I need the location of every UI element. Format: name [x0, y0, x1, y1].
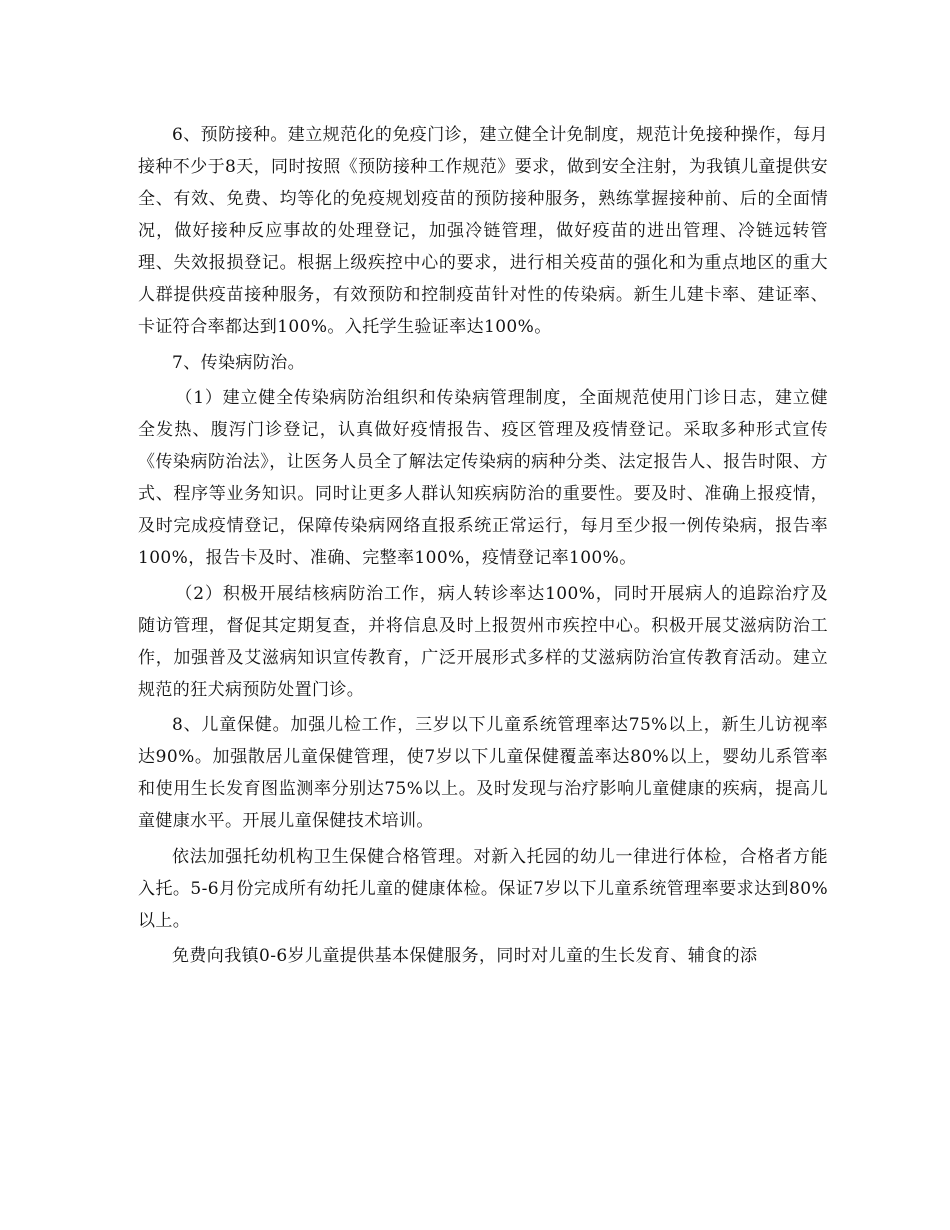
- paragraph-infectious-disease-heading: 7、传染病防治。: [172, 352, 306, 373]
- document-page: [138, 119, 828, 976]
- paragraph-kindergarten-health: 依法加强托幼机构卫生保健合格管理。对新入托园的幼儿一律进行体检，合格者方能入托。5-6月份完成所有幼托儿童的健康体检。保证7岁以下儿童系统管理率要求达到80%以上。: [138, 846, 828, 931]
- paragraph-infectious-disease-1: （1）建立健全传染病防治组织和传染病管理制度，全面规范使用门诊日志，建立健全发热、腹泻门诊登记，认真做好疫情报告、疫区管理及疫情登记。采取多种形式宣传《传染病防治法》，让医务人员全了解法定传染病的病种分类、法定报告人、报告时限、方式、程序等业务知识。同时让更多人群认知疾病防治的重要性。要及时、准确上报疫情，及时完成疫情登记，保障传染病网络直报系统正常运行，每月至少报一例传染病，报告率100%，报告卡及时、准确、完整率100%，疫情登记率100%。: [138, 388, 828, 568]
- paragraph-free-child-services: 免费向我镇0-6岁儿童提供基本保健服务，同时对儿童的生长发育、辅食的添: [172, 946, 758, 966]
- paragraph-vaccination: 6、预防接种。建立规范化的免疫门诊，建立健全计免制度，规范计免接种操作，每月接种不少于8天，同时按照《预防接种工作规范》要求，做到安全注射，为我镇儿童提供安全、有效、免费、均等化的免疫规划疫苗的预防接种服务，熟练掌握接种前、后的全面情况，做好接种反应事故的处理登记，加强冷链管理，做好疫苗的进出管理、冷链远转管理、失效报损登记。根据上级疾控中心的要求，进行相关疫苗的强化和为重点地区的重大人群提供疫苗接种服务，有效预防和控制疫苗针对性的传染病。新生儿建卡率、建证率、卡证符合率都达到100%。入托学生验证率达100%。: [138, 125, 828, 337]
- paragraph-infectious-disease-2: （2）积极开展结核病防治工作，病人转诊率达100%，同时开展病人的追踪治疗及随访管理，督促其定期复查，并将信息及时上报贺州市疾控中心。积极开展艾滋病防治工作，加强普及艾滋病知识宣传教育，广泛开展形式多样的艾滋病防治宣传教育活动。建立规范的狂犬病预防处置门诊。: [138, 583, 828, 700]
- paragraph-child-health: 8、儿童保健。加强儿检工作，三岁以下儿童系统管理率达75%以上，新生儿访视率达90%。加强散居儿童保健管理，使7岁以下儿童保健覆盖率达80%以上，婴幼儿系管率和使用生长发育图监测率分别达75%以上。及时发现与治疗影响儿童健康的疾病，提高儿童健康水平。开展儿童保健技术培训。: [138, 715, 828, 831]
